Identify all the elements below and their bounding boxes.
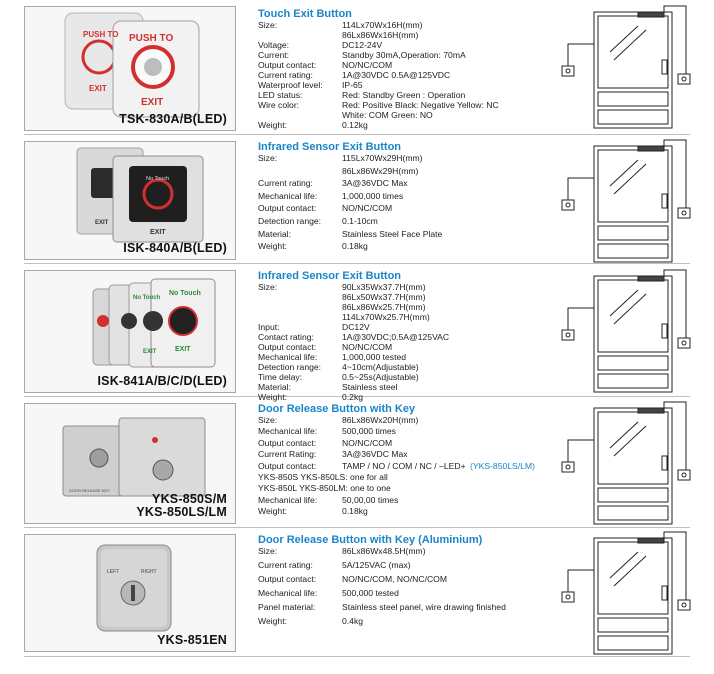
spec-line — [258, 322, 558, 332]
spec-key: Size: — [258, 415, 278, 425]
spec-line — [258, 362, 558, 372]
spec-line — [258, 241, 558, 254]
spec-line — [258, 100, 558, 110]
spec-value: White: COM Green: NO — [342, 110, 433, 120]
label-exit: EXIT — [175, 346, 191, 353]
spec-key: Detection range: — [258, 362, 322, 372]
spec-value: 500,000 tested — [342, 588, 399, 598]
spec-value: 3A@36VDC Max — [342, 449, 408, 460]
spec-value: 5A/125VAC (max) — [342, 560, 411, 570]
spec-value: 0.4kg — [342, 616, 364, 626]
spec-key: Input: — [258, 322, 280, 332]
spec-value: 0.2kg — [342, 392, 364, 402]
spec-value: 86Lx86Wx16H(mm) — [342, 30, 419, 40]
spec-line — [258, 342, 558, 352]
spec-line — [258, 90, 558, 100]
spec-value: 114Lx70Wx16H(mm) — [342, 20, 423, 30]
spec-value: Red: Positive Black: Negative Yellow: NC — [342, 100, 499, 110]
spec-key: Output contact: — [258, 460, 317, 471]
door-wiring-diagram — [558, 4, 692, 130]
spec-value: Stainless Steel Face Plate — [342, 228, 443, 239]
spec-line — [258, 20, 558, 30]
product-photo — [24, 270, 236, 393]
label-exit-back: EXIT — [143, 349, 157, 355]
label-no-touch: No Touch — [146, 176, 170, 182]
spec-line — [258, 302, 558, 312]
spec-line — [258, 216, 558, 229]
model-name: TSK-830A/B(LED) — [119, 112, 227, 126]
spec-block — [258, 141, 558, 254]
spec-line — [258, 352, 558, 362]
spec-line — [258, 588, 558, 602]
model-name: ISK-840A/B(LED) — [123, 241, 227, 255]
spec-block — [258, 403, 558, 518]
spec-line — [258, 166, 558, 179]
spec-value: 50,00,00 times — [342, 494, 399, 505]
spec-key: Material: — [258, 382, 291, 392]
spec-key: Output contact: — [258, 203, 317, 214]
spec-key: Current rating: — [258, 178, 313, 189]
spec-value: 1,000,000 times — [342, 190, 404, 201]
spec-key: Mechanical life: — [258, 494, 318, 505]
spec-line — [258, 332, 558, 342]
product-photo — [24, 403, 236, 524]
spec-key: YKS-850S YKS-850LS: one for all — [258, 471, 388, 482]
spec-value: DC12-24V — [342, 40, 383, 50]
spec-value: 4~10cm(Adjustable) — [342, 362, 419, 372]
spec-key: Current: — [258, 50, 290, 60]
spec-line — [258, 50, 558, 60]
product-photo — [24, 6, 236, 131]
label-exit-back: EXIT — [95, 220, 109, 226]
door-wiring-diagram — [558, 400, 692, 526]
spec-key: Panel material: — [258, 602, 316, 612]
door-wiring-diagram — [558, 138, 692, 264]
spec-line — [258, 40, 558, 50]
spec-value: 3A@36VDC Max — [342, 178, 408, 189]
door-wiring-diagram — [558, 530, 692, 656]
spec-key: Size: — [258, 153, 278, 163]
spec-value: 1A@30VDC 0.5A@125VDC — [342, 70, 451, 80]
spec-key: Output contact: — [258, 437, 317, 448]
spec-key: Weight: — [258, 506, 287, 517]
spec-key: Output contact: — [258, 342, 317, 352]
spec-value: Stainless steel — [342, 382, 398, 392]
spec-line — [258, 80, 558, 90]
spec-value: 0.5~25s(Adjustable) — [342, 372, 419, 382]
spec-key: Size: — [258, 546, 278, 556]
product-photo — [24, 141, 236, 260]
spec-key: Voltage: — [258, 40, 290, 50]
spec-line — [258, 372, 558, 382]
spec-line — [258, 30, 558, 40]
spec-value: NO/NC/COM — [342, 437, 393, 448]
spec-block — [258, 8, 558, 130]
spec-key: Output contact: — [258, 574, 317, 584]
spec-line — [258, 461, 558, 472]
spec-line — [258, 120, 558, 130]
spec-value: 86Lx50Wx37.7H(mm) — [342, 292, 426, 302]
model-name: ISK-841A/B/C/D(LED) — [97, 374, 227, 388]
spec-line — [258, 495, 558, 506]
label-no-touch: No Touch — [169, 290, 201, 297]
spec-line — [258, 382, 558, 392]
spec-key: Waterproof level: — [258, 80, 323, 90]
spec-key: Mechanical life: — [258, 352, 318, 362]
spec-key: Mechanical life: — [258, 588, 318, 598]
spec-accent: (YKS-850LS/LM) — [470, 460, 535, 471]
spec-line — [258, 449, 558, 460]
spec-key: Current Rating: — [258, 449, 317, 460]
spec-line — [258, 415, 558, 426]
spec-value: 0.18kg — [342, 506, 368, 517]
model-name: YKS-851EN — [157, 633, 227, 647]
spec-line — [258, 153, 558, 166]
spec-line — [258, 602, 558, 616]
row-divider — [24, 134, 690, 135]
spec-key: Weight: — [258, 616, 287, 626]
spec-value: 0.12kg — [342, 120, 368, 130]
spec-line — [258, 546, 558, 560]
spec-value: DC12V — [342, 322, 370, 332]
spec-value: 86Lx86Wx25.7H(mm) — [342, 302, 426, 312]
spec-line — [258, 110, 558, 120]
model-name: YKS-850S/M YKS-850LS/LM — [136, 492, 227, 519]
spec-key: Output contact: — [258, 60, 317, 70]
spec-value: NO/NC/COM — [342, 203, 393, 214]
spec-value: 1,000,000 tested — [342, 352, 407, 362]
spec-value: NO/NC/COM — [342, 342, 393, 352]
label-exit-back: EXIT — [89, 84, 107, 93]
label-exit: EXIT — [150, 229, 166, 236]
label-right: RIGHT — [141, 569, 157, 575]
spec-key: Weight: — [258, 392, 287, 402]
spec-value: TAMP / NO / COM / NC / –LED+ — [342, 460, 466, 471]
label-exit: EXIT — [141, 97, 164, 108]
spec-line — [258, 60, 558, 70]
label-push-to: PUSH TO — [129, 33, 174, 44]
spec-key: YKS-850L YKS-850LM: one to one — [258, 483, 391, 494]
spec-line — [258, 426, 558, 437]
spec-value: Stainless steel panel, wire drawing finished — [342, 602, 506, 612]
spec-line — [258, 506, 558, 517]
product-title: Door Release Button with Key (Aluminium) — [258, 534, 483, 546]
spec-line — [258, 560, 558, 574]
spec-key: Mechanical life: — [258, 190, 318, 201]
spec-key: Detection range: — [258, 215, 322, 226]
spec-key: Current rating: — [258, 560, 313, 570]
product-photo — [24, 534, 236, 652]
spec-key: LED status: — [258, 90, 303, 100]
spec-line — [258, 574, 558, 588]
spec-key: Contact rating: — [258, 332, 314, 342]
spec-value: 86Lx86Wx48.5H(mm) — [342, 546, 426, 556]
spec-block — [258, 270, 558, 402]
spec-key: Weight: — [258, 241, 287, 252]
spec-value: 114Lx70Wx25.7H(mm) — [342, 312, 430, 322]
spec-value: 0.18kg — [342, 241, 368, 252]
spec-line — [258, 229, 558, 242]
product-title: Infrared Sensor Exit Button — [258, 270, 402, 282]
door-wiring-diagram — [558, 268, 692, 394]
spec-key: Wire color: — [258, 100, 300, 110]
spec-key: Time delay: — [258, 372, 303, 382]
spec-key: Current rating: — [258, 70, 313, 80]
spec-line — [258, 203, 558, 216]
spec-value: 90Lx35Wx37.7H(mm) — [342, 282, 426, 292]
spec-value: NO/NC/COM — [342, 60, 393, 70]
spec-key: Size: — [258, 20, 278, 30]
label-door-release-key: DOOR RELEASE KEY — [69, 488, 110, 493]
spec-key: Weight: — [258, 120, 287, 130]
spec-value: 86Lx86Wx20H(mm) — [342, 415, 419, 425]
spec-line — [258, 483, 558, 494]
spec-line — [258, 70, 558, 80]
label-left: LEFT — [107, 569, 120, 575]
spec-value: 0.1-10cm — [342, 215, 378, 226]
spec-line — [258, 282, 558, 292]
spec-line — [258, 178, 558, 191]
spec-line — [258, 616, 558, 630]
label-no-touch-back: No Touch — [133, 295, 161, 301]
spec-value: IP-65 — [342, 80, 363, 90]
spec-block — [258, 534, 558, 630]
label-push-to-back: PUSH TO — [83, 30, 119, 39]
row-divider — [24, 656, 690, 657]
spec-line — [258, 312, 558, 322]
spec-value: 86Lx86Wx29H(mm) — [342, 165, 419, 176]
spec-key: Material: — [258, 228, 291, 239]
product-title: Touch Exit Button — [258, 8, 352, 20]
product-title: Infrared Sensor Exit Button — [258, 141, 402, 153]
spec-key: Size: — [258, 282, 278, 292]
spec-value: Red: Standby Green : Operation — [342, 90, 466, 100]
row-divider — [24, 527, 690, 528]
spec-line — [258, 292, 558, 302]
spec-key: Mechanical life: — [258, 426, 318, 437]
spec-value: 1A@30VDC;0.5A@125VAC — [342, 332, 450, 342]
spec-value: 500,000 times — [342, 426, 396, 437]
product-title: Door Release Button with Key — [258, 403, 416, 415]
spec-value: NO/NC/COM, NO/NC/COM — [342, 574, 448, 584]
spec-line — [258, 472, 558, 483]
spec-line — [258, 438, 558, 449]
spec-line — [258, 191, 558, 204]
spec-value: Standby 30mA,Operation: 70mA — [342, 50, 466, 60]
spec-value: 115Lx70Wx29H(mm) — [342, 153, 423, 163]
